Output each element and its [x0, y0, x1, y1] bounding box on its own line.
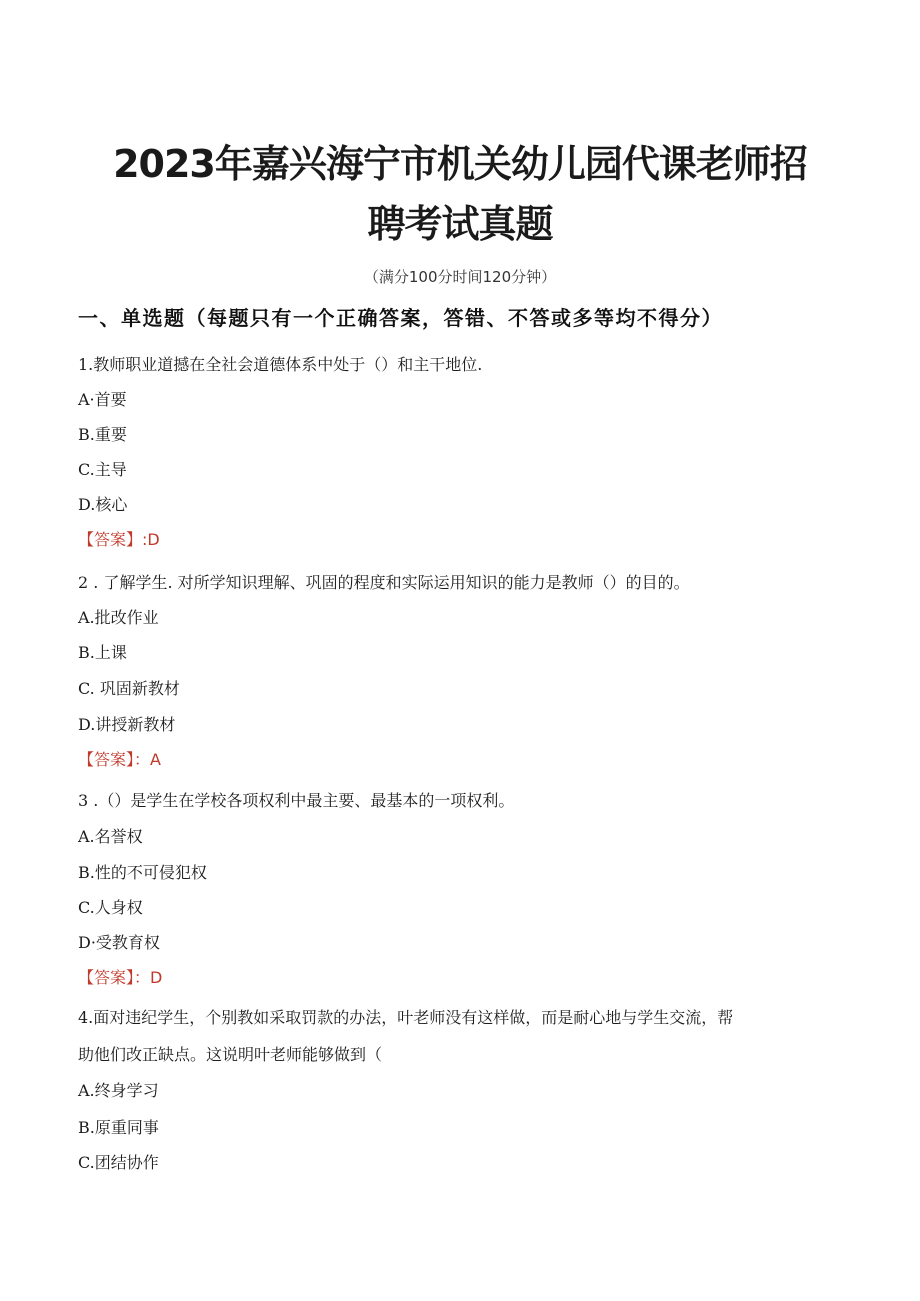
section-heading-single-choice: 一、单选题（每题只有一个正确答案，答错、不答或多等均不得分） — [78, 306, 723, 330]
question-3-answer: 【答案】：D — [78, 968, 163, 987]
question-4-stem-line1: 4.面对违纪学生，个别教如采取罚款的办法，叶老师没有这样做，而是耐心地与学生交流，帮 — [78, 1008, 734, 1027]
question-1-option-b: B.重要 — [78, 425, 127, 444]
question-3-option-d: D·受教育权 — [78, 933, 160, 952]
question-1-answer: 【答案】:D — [78, 530, 160, 549]
document-title-line2: 聘考试真题 — [367, 202, 553, 246]
exam-duration-note: （满分100分时间120分钟） — [363, 268, 557, 286]
question-2-stem: 2 . 了解学生. 对所学知识理解、巩固的程度和实际运用知识的能力是教师（）的目的。 — [78, 573, 690, 592]
question-3-option-c: C.人身权 — [78, 898, 143, 917]
question-1-option-c: C.主导 — [78, 460, 127, 479]
question-1-option-d: D.核心 — [78, 495, 128, 514]
question-2-option-a: A.批改作业 — [78, 608, 159, 627]
question-4-stem-line2: 助他们改正缺点。这说明叶老师能够做到（ — [78, 1045, 383, 1064]
question-4-option-b: B.原重同事 — [78, 1118, 159, 1137]
question-3-option-b: B.性的不可侵犯权 — [78, 863, 207, 882]
document-title-line1: 2023年嘉兴海宁市机关幼儿园代课老师招 — [113, 142, 807, 186]
question-1-stem: 1.教师职业道撼在全社会道德体系中处于（）和主干地位. — [78, 355, 483, 374]
question-3-option-a: A.名誉权 — [78, 827, 143, 846]
question-3-stem: 3 .（）是学生在学校各项权利中最主要、最基本的一项权利。 — [78, 791, 515, 810]
question-1-option-a: A·首要 — [78, 390, 127, 409]
question-2-answer: 【答案】：A — [78, 750, 161, 769]
question-4-option-a: A.终身学习 — [78, 1081, 159, 1100]
question-2-option-b: B.上课 — [78, 643, 127, 662]
question-2-option-d: D.讲授新教材 — [78, 715, 176, 734]
question-4-option-c: C.团结协作 — [78, 1153, 159, 1172]
question-2-option-c: C. 巩固新教材 — [78, 679, 180, 698]
